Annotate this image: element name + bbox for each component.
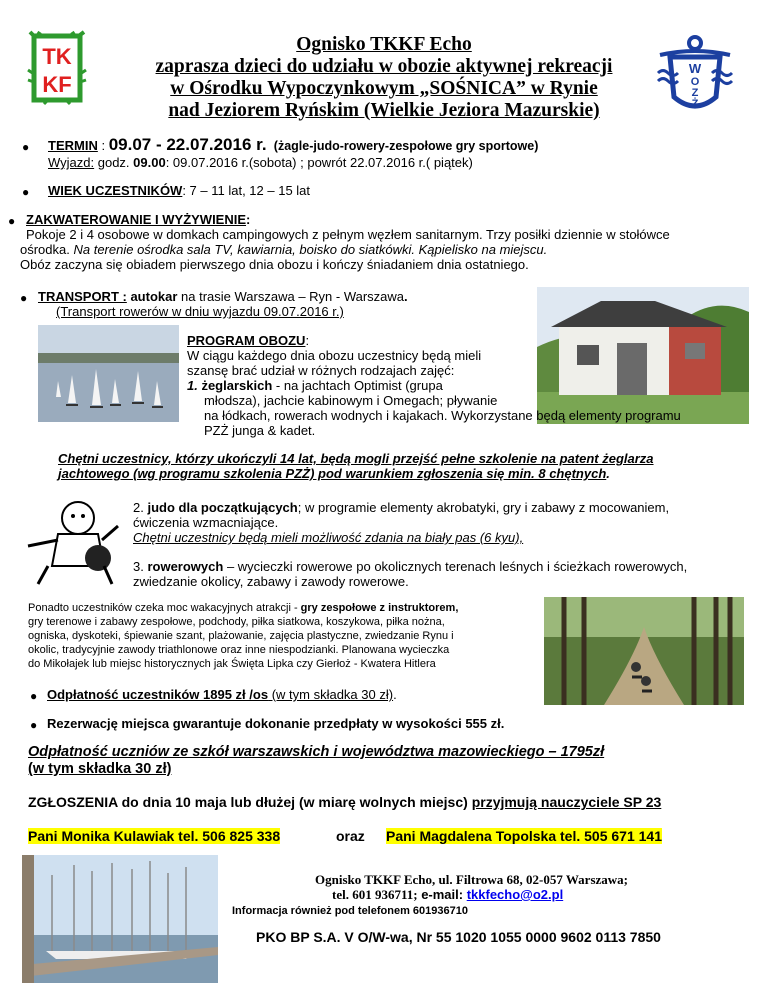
judo-line-3: Chętni uczestnicy będą mieli możliwość zdania na biały pas (6 kyu), [133,530,524,545]
svg-text:TK: TK [42,44,72,69]
svg-text:O: O [690,76,700,88]
contact-kulawiak: Pani Monika Kulawiak tel. 506 825 338 [28,828,281,844]
bullet-icon: ● [8,214,16,228]
warszawa-line-1: Odpłatność uczniów ze szkół warszawskich i województwa mazowieckiego – 1795zł [28,744,605,760]
program-line-2: szansę brać udział w różnych rodzajach zajęć: [187,363,455,378]
footer-contact: tel. 601 936711; e-mail: tkkfecho@o2.pl [332,887,564,902]
transport-bikes: (Transport rowerów w dniu wyjazdu 09.07.2016 r.) [56,304,344,319]
page-title [0,34,768,122]
program-heading: PROGRAM OBOZU: [187,333,310,348]
warszawa-line-2: (w tym składka 30 zł) [28,761,172,777]
wiek-line: WIEK UCZESTNIKÓW: 7 – 11 lat, 12 – 15 lat [48,183,311,198]
title-line-3: w Ośrodku Wypoczynkowym „SOŚNICA” w Rynie [170,78,598,99]
footer-address: Ognisko TKKF Echo, ul. Filtrowa 68, 02-057 Warszawa; [315,872,628,887]
svg-text:KF: KF [42,72,72,97]
forest-bike-photo [544,597,744,705]
transport-line: TRANSPORT : autokar na trasie Warszawa – Ryn - Warszawa. [38,289,408,304]
program-line-3: 1. żeglarskich - na jachtach Optimist (grupa [187,378,443,393]
departure-line: Wyjazd: godz. 09.00: 09.07.2016 r.(sobota) ; powrót 22.07.2016 r.( piątek) [48,155,473,170]
oplata-line: Odpłatność uczestników 1895 zł /os (w tym składka 30 zł). [47,687,397,702]
patent-line-2: jachtowego (wg programu szkolenia PZŻ) pod warunkiem zgłoszenia się min. 8 chętnych. [58,466,610,481]
bullet-icon: ● [22,140,30,154]
bullet-icon: ● [30,718,38,732]
title-line-1: Ognisko TKKF Echo [296,34,472,55]
harbor-photo [22,855,218,983]
atrakcje-line-3: ogniska, dyskoteki, śpiewanie szant, plażowanie, zajęcia plastyczne, zwiedzanie Rynu i [28,630,454,642]
atrakcje-line-4: okolic, tradycyjnie zawody triathlonowe oraz inne niespodzianki. Planowana wycieczka [28,644,450,656]
sailing-photo [38,325,179,422]
zgloszenia-line: ZGŁOSZENIA do dnia 10 maja lub dłużej (w miarę wolnych miejsc) przyjmują nauczyciele SP 23 [28,794,662,810]
termin-line: TERMIN : 09.07 - 22.07.2016 r. (żagle-judo-rowery-zespołowe gry sportowe) [48,135,539,154]
email-link[interactable]: tkkfecho@o2.pl [466,887,564,902]
judo-line-1: 2. judo dla początkujących; w programie elementy akrobatyki, gry i zabawy z mocowaniem, [133,500,670,515]
atrakcje-line-1: Ponadto uczestników czeka moc wakacyjnych atrakcji - gry zespołowe z instruktorem, [28,602,459,614]
zakwaterowanie-line-1: Pokoje 2 i 4 osobowe w domkach campingowych z pełnym węzłem sanitarnym. Trzy posiłki dziennie w stołówce [26,227,670,242]
judo-line-2: ćwiczenia wzmacniające. [133,515,279,530]
bullet-icon: ● [30,689,38,703]
program-line-6: PZŻ junga & kadet. [204,423,316,438]
judo-illustration [18,496,124,588]
footer-phone: Informacja również pod telefonem 601936710 [232,905,468,917]
termin-label: TERMIN [48,138,98,153]
termin-dates: 09.07 - 22.07.2016 r. [108,135,267,154]
zakwaterowanie-line-3: Obóz zaczyna się obiadem pierwszego dnia obozu i kończy śniadaniem dnia ostatniego. [20,257,529,272]
zakwaterowanie-line-2: ośrodka. Na terenie ośrodka sala TV, kawiarnia, boisko do siatkówki. Kąpielisko na miejscu. [20,242,548,257]
svg-text:Z: Z [691,87,699,99]
bullet-icon: ● [22,185,30,199]
title-line-4: nad Jeziorem Ryńskim (Wielkie Jeziora Mazurskie) [168,100,600,121]
cabin-photo [537,287,749,424]
bank-account: PKO BP S.A. V O/W-wa, Nr 55 1020 1055 0000 9602 0113 7850 [256,929,661,945]
atrakcje-line-2: gry terenowe i zabawy zespołowe, podchody, piłka siatkowa, koszykowa, piłka nożna, [28,616,445,628]
zakwaterowanie-heading: ZAKWATEROWANIE I WYŻYWIENIE: [26,212,251,227]
rezerwacja-line: Rezerwację miejsca gwarantuje dokonanie przedpłaty w wysokości 555 zł. [47,716,505,731]
svg-text:Ż: Ż [691,98,699,110]
termin-activities: (żagle-judo-rowery-zespołowe gry sportowe) [273,139,539,153]
title-line-2: zaprasza dzieci do udziału w obozie aktywnej rekreacji [155,56,613,77]
rowery-line-1: 3. rowerowych – wycieczki rowerowe po okolicznych terenach leśnych i ścieżkach rowerowych, [133,559,688,574]
patent-line-1: Chętni uczestnicy, którzy ukończyli 14 lat, będą mogli przejść pełne szkolenie na patent żeglarza [58,451,654,466]
contact-topolska: Pani Magdalena Topolska tel. 505 671 141 [386,828,662,844]
program-line-1: W ciągu każdego dnia obozu uczestnicy będą mieli [187,348,482,363]
contact-oraz: oraz [336,828,365,844]
rowery-line-2: zwiedzanie okolicy, zabawy i zawody rowerowe. [133,574,409,589]
bullet-icon: ● [20,291,28,305]
program-line-5: na łódkach, rowerach wodnych i kajakach. Wykorzystane będą elementy programu [204,408,681,423]
program-line-4: młodsza), jachcie kabinowym i Omegach; pływanie [204,393,498,408]
svg-text:W: W [688,61,702,76]
atrakcje-line-5: do Mikołajek lub miejsc historycznych jak Święta Lipka czy Gierłoż - Kwatera Hitlera [28,658,436,670]
